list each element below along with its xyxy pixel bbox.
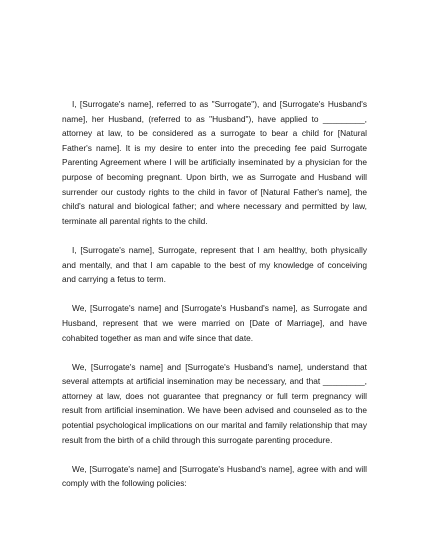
paragraph-insemination-understanding: We, [Surrogate's name] and [Surrogate's Husband's name], understand that several attempts at artificial insemination may be necessary, and that _________, attorney at law, does not guarantee that pregnancy or full term pregnancy will result from artificial insemination. We have been advised and counseled as to the potential psychological implications on our marital and family relationship that may result from the birth of a child through this surrogate parenting procedure. <box>62 361 367 445</box>
paragraph-policies-agreement: We, [Surrogate's name] and [Surrogate's Husband's name], agree with and will comply with the following policies: <box>62 463 367 489</box>
paragraph-applicants: I, [Surrogate's name], referred to as "Surrogate"), and [Surrogate's Husband's name], her Husband, (referred to as "Husband"), have applied to _________, attorney at law, to be considered as a surrogate to bear a child for [Natural Father's name]. It is my desire to enter into the preceding fee paid Surrogate Parenting Agreement where I will be artificially inseminated by a physician for the purpose of becoming pregnant. Upon birth, we as Surrogate and Husband will surrender our custody rights to the child in favor of [Natural Father's name], the child's natural and biological father; and where necessary and permitted by law, terminate all parental rights to the child. <box>62 99 367 226</box>
paragraph-marriage-representation: We, [Surrogate's name] and [Surrogate's Husband's name], as Surrogate and Husband, represent that we were married on [Date of Marriage], and have cohabited together as man and wife since that date. <box>62 303 367 343</box>
paragraph-health-representation: I, [Surrogate's name], Surrogate, represent that I am healthy, both physically and mentally, and that I am capable to the best of my knowledge of conceiving and carrying a fetus to term. <box>62 244 367 285</box>
document-body <box>62 97 367 491</box>
